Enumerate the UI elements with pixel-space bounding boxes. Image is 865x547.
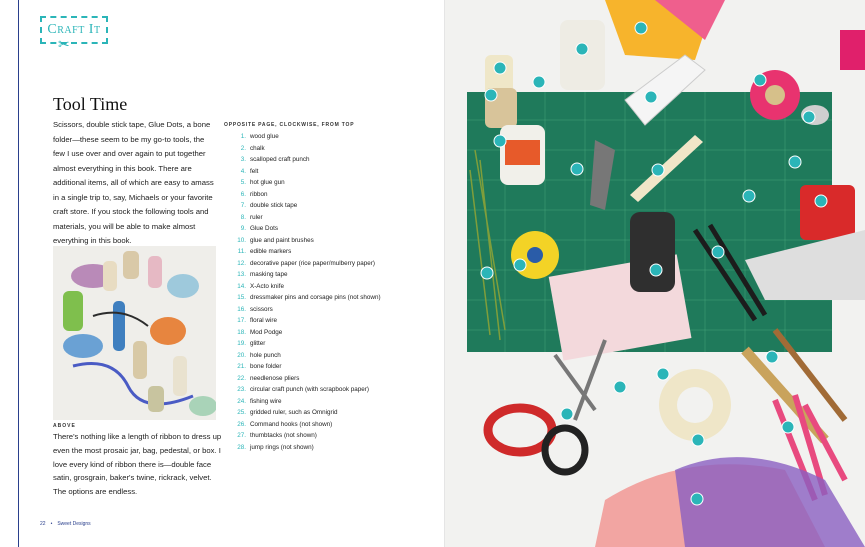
tool-list-text: X-Acto knife (250, 282, 284, 290)
tool-list-item (226, 212, 381, 224)
tool-list-item (226, 419, 381, 431)
tool-list-item (226, 154, 381, 166)
tool-list-text: felt (250, 167, 259, 175)
tool-list-number: 8. (240, 213, 246, 221)
tool-list-item (226, 350, 381, 362)
tool-list-text: Mod Podge (250, 328, 283, 336)
intro-paragraph: Scissors, double stick tape, Glue Dots, a bone folder—these seem to be my go-to tools, the few I use over and over again to put together almost everything in this book. There are additional items, all of which are easy to amass in a single trip to, say, Michaels or your favorite craft store. If you stock the following tools and materials, you will be able to make almost everything in this book. (53, 120, 214, 245)
tool-list-text: fishing wire (250, 397, 282, 405)
tool-list-text: ribbon (250, 190, 268, 198)
tool-list-number: 9. (240, 225, 246, 232)
tool-list-text: masking tape (250, 271, 288, 278)
footer-separator: • (50, 521, 53, 527)
tool-list-item (226, 338, 381, 350)
tool-list-text: floral wire (250, 317, 277, 324)
tool-list-item (226, 189, 381, 201)
tool-list-item (226, 407, 381, 419)
page-footer (40, 521, 91, 527)
book-title: Sweet Designs (57, 521, 91, 527)
photo-caption-label: ABOVE (53, 423, 76, 429)
tool-list-number: 12. (237, 259, 246, 267)
tool-list-text: hole punch (250, 351, 281, 359)
ribbon-photo (53, 246, 216, 420)
tool-list-text: edible markers (250, 248, 292, 255)
tool-list-text: dressmaker pins and corsage pins (not shown) (250, 294, 381, 301)
tool-list-number: 21. (237, 363, 246, 370)
tool-list-item (226, 177, 381, 189)
tool-list-text: double stick tape (250, 202, 298, 209)
tool-list-number: 23. (237, 386, 246, 393)
tool-list-item (226, 246, 381, 258)
tool-list-number: 11. (237, 248, 246, 255)
tool-list-number: 26. (237, 420, 246, 428)
tool-list-item (226, 384, 381, 396)
tool-list-text: glitter (250, 340, 266, 347)
tool-list-item (226, 143, 381, 155)
tool-list-item (226, 166, 381, 178)
tool-list-item (226, 235, 381, 247)
tool-list-item (226, 361, 381, 373)
tool-list-text: chalk (250, 144, 265, 152)
tool-list-number: 28. (237, 443, 246, 451)
tool-list-text: scissors (250, 305, 273, 313)
tool-list-item (226, 373, 381, 385)
craft-it-badge (40, 16, 108, 44)
tool-list-item (226, 430, 381, 442)
tool-list-text: hot glue gun (250, 179, 285, 186)
tools-photo (445, 0, 865, 547)
tool-list-number: 16. (237, 305, 246, 313)
tool-list-item (226, 281, 381, 293)
tool-list-text: bone folder (250, 363, 282, 370)
tool-list-text: jump rings (not shown) (250, 443, 314, 451)
tool-list-number: 15. (237, 294, 246, 301)
tool-list-item (226, 200, 381, 212)
tool-list (226, 131, 381, 453)
tool-list-item (226, 396, 381, 408)
page-title: Tool Time (53, 94, 128, 114)
tool-list-number: 27. (237, 432, 246, 439)
tool-list-number: 5. (240, 179, 246, 186)
tool-list-text: scalloped craft punch (250, 156, 310, 163)
tool-list-number: 14. (237, 282, 246, 290)
tool-list-number: 22. (237, 374, 246, 382)
tool-list-number: 25. (237, 409, 246, 416)
tool-list-text: circular craft punch (with scrapbook paper) (250, 386, 369, 393)
tool-list-text: needlenose pliers (250, 374, 300, 382)
tool-list-number: 3. (240, 156, 246, 163)
tool-list-number: 10. (237, 236, 246, 244)
tool-list-item (226, 315, 381, 327)
tool-list-item (226, 258, 381, 270)
tool-list-number: 1. (240, 133, 246, 140)
tool-list-text: Glue Dots (250, 225, 278, 232)
page-edge-line (18, 0, 19, 547)
tool-list-item (226, 269, 381, 281)
tool-list-text: decorative paper (rice paper/mulberry paper) (250, 259, 375, 267)
tool-list-number: 18. (237, 328, 246, 336)
tool-list-number: 4. (240, 167, 246, 175)
tool-list-number: 2. (240, 144, 246, 152)
list-heading: OPPOSITE PAGE, CLOCKWISE, FROM TOP (224, 122, 355, 128)
tool-list-number: 17. (237, 317, 246, 324)
tool-list-text: Command hooks (not shown) (250, 420, 333, 428)
tool-list-number: 7. (240, 202, 246, 209)
tool-list-text: ruler (250, 213, 263, 221)
craft-it-label: Craft It (47, 22, 101, 37)
tool-list-item (226, 304, 381, 316)
tool-list-number: 13. (237, 271, 246, 278)
page-number: 22 (40, 521, 46, 527)
scissors-icon: ✂ (58, 36, 70, 52)
tool-list-text: gridded ruler, such as Omnigrid (250, 409, 338, 416)
tool-list-item (226, 223, 381, 235)
tool-list-item (226, 327, 381, 339)
tool-list-number: 19. (237, 340, 246, 347)
photo-caption: There's nothing like a length of ribbon to dress up even the most prosaic jar, bag, pedestal, or box. I love every kind of ribbon there is—double face satin, grosgrain, baker's twine, rickrack, velvet. The options are endless. (53, 432, 222, 497)
tool-list-number: 24. (237, 397, 246, 405)
tool-list-number: 20. (237, 351, 246, 359)
tool-list-number: 6. (240, 190, 246, 198)
tool-list-item (226, 442, 381, 454)
tool-list-item (226, 292, 381, 304)
tool-list-text: wood glue (250, 133, 279, 140)
tool-list-text: thumbtacks (not shown) (250, 432, 317, 439)
tool-list-text: glue and paint brushes (250, 236, 314, 244)
tool-list-item (226, 131, 381, 143)
